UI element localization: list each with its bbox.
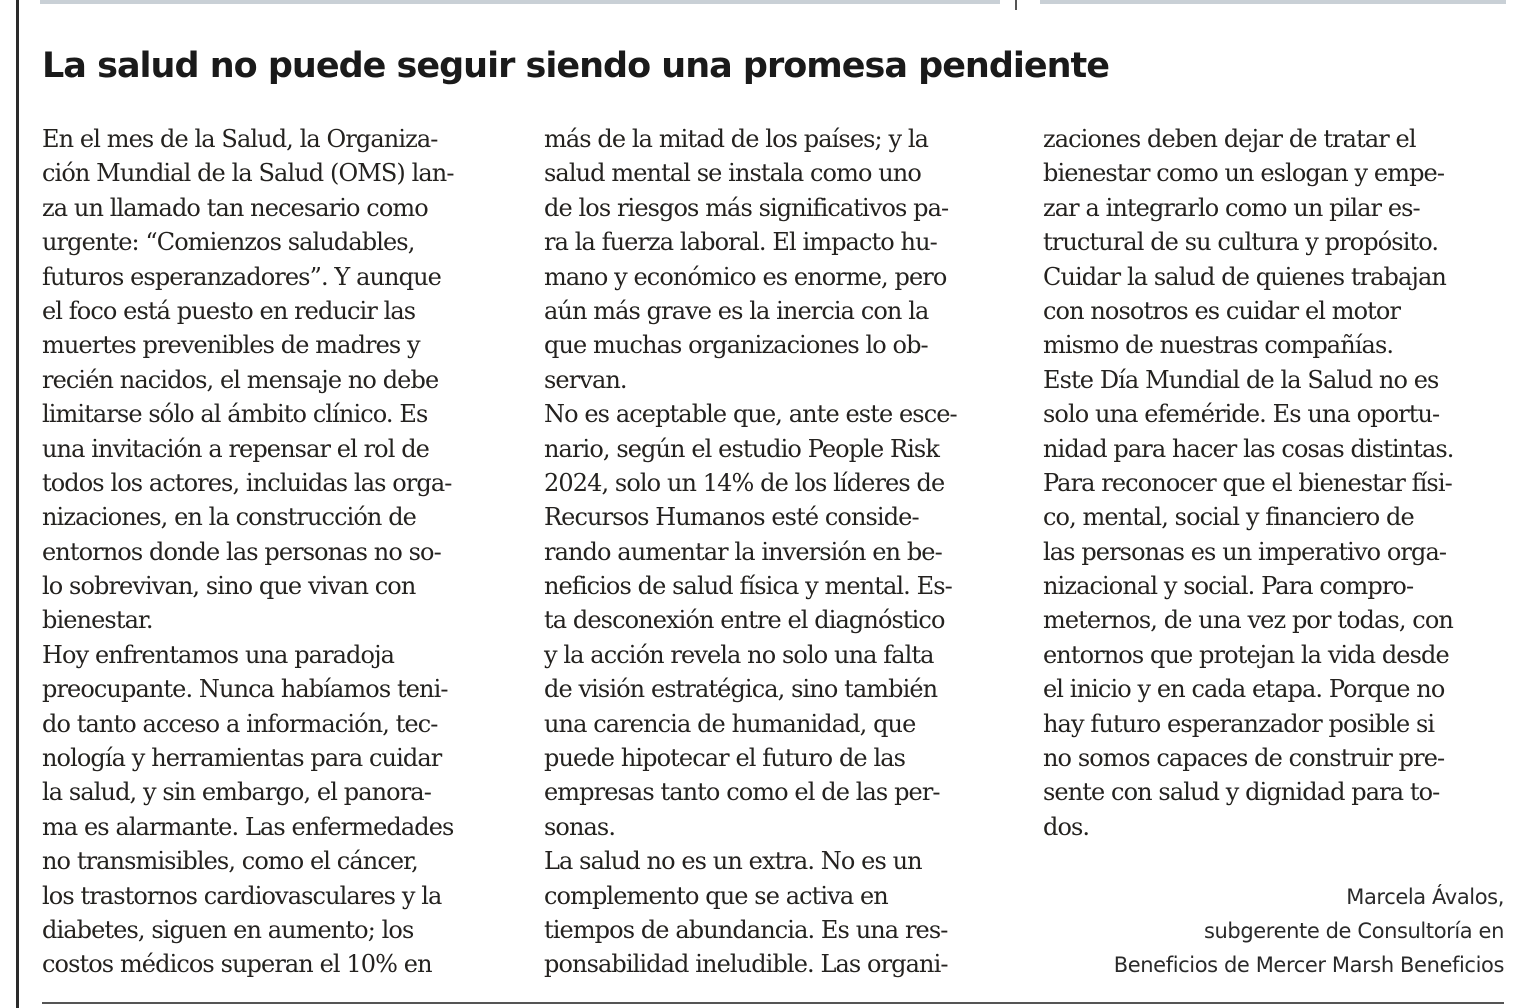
bottom-rule bbox=[42, 1002, 1504, 1004]
article-text-line: mismo de nuestras compañías. bbox=[1043, 331, 1394, 360]
article-column-1 bbox=[42, 122, 454, 982]
article-text-line: La salud no es un extra. No es un bbox=[544, 847, 922, 876]
author-name: Marcela Ávalos, bbox=[1346, 885, 1504, 909]
article-text-line: Este Día Mundial de la Salud no es bbox=[1043, 365, 1439, 394]
article-text-line: Cuidar la salud de quienes trabajan bbox=[1043, 262, 1446, 291]
author-role: subgerente de Consultoría en bbox=[1203, 919, 1504, 943]
article-text-line: neficios de salud física y mental. Es- bbox=[544, 572, 952, 601]
article-text-line: muertes prevenibles de madres y bbox=[42, 331, 420, 360]
article-text-line: sente con salud y dignidad para to- bbox=[1043, 778, 1440, 807]
article-text-line: sonas. bbox=[544, 812, 616, 841]
article-text-line: nizaciones, en la construcción de bbox=[42, 503, 416, 532]
article-text-line: y la acción revela no solo una falta bbox=[544, 640, 934, 669]
article-text-line: preocupante. Nunca habíamos teni- bbox=[42, 675, 448, 704]
article-text-line: En el mes de la Salud, la Organiza- bbox=[42, 125, 438, 153]
article-text-line: meternos, de una vez por todas, con bbox=[1043, 606, 1453, 635]
article-text-line: nidad para hacer las cosas distintas. bbox=[1043, 434, 1454, 463]
article-text-line: tructural de su cultura y propósito. bbox=[1043, 228, 1439, 257]
article-text-line: entornos que protejan la vida desde bbox=[1043, 640, 1449, 669]
article-text-line: ponsabilidad ineludible. Las organi- bbox=[544, 950, 948, 979]
article-text-line: las personas es un imperativo orga- bbox=[1043, 537, 1447, 566]
article-text-line: bienestar como un eslogan y empe- bbox=[1043, 159, 1445, 188]
article-text-line: Para reconocer que el bienestar físi- bbox=[1043, 468, 1452, 497]
top-rule-left bbox=[40, 0, 1000, 4]
article-text-line: puede hipotecar el futuro de las bbox=[544, 744, 906, 773]
article-text-line: ción Mundial de la Salud (OMS) lan- bbox=[42, 159, 454, 188]
article-text-line: co, mental, social y financiero de bbox=[1043, 503, 1414, 532]
article-text-line: la salud, y sin embargo, el panora- bbox=[42, 778, 431, 807]
article-text-line: nología y herramientas para cuidar bbox=[42, 744, 442, 773]
article-text-line: No es aceptable que, ante este esce- bbox=[544, 400, 957, 429]
article-text-line: ra la fuerza laboral. El impacto hu- bbox=[544, 228, 937, 257]
article-text-line: Hoy enfrentamos una paradoja bbox=[42, 640, 395, 669]
article-text-line: una invitación a repensar el rol de bbox=[42, 434, 429, 463]
article-text-line: entornos donde las personas no so- bbox=[42, 537, 441, 566]
article-text-line: solo una efeméride. Es una oportu- bbox=[1043, 400, 1440, 429]
article-headline: La salud no puede seguir siendo una promesa pendiente bbox=[42, 46, 1110, 86]
article-text-line: futuros esperanzadores”. Y aunque bbox=[42, 262, 441, 291]
article-text-line: empresas tanto como el de las per- bbox=[544, 778, 940, 807]
article-text-line: tiempos de abundancia. Es una res- bbox=[544, 915, 948, 944]
article-text-line: ma es alarmante. Las enfermedades bbox=[42, 812, 454, 841]
article-column-3 bbox=[1043, 122, 1454, 844]
article-text-line: de los riesgos más significativos pa- bbox=[544, 193, 949, 222]
article-text-line: bienestar. bbox=[42, 606, 153, 635]
article-text-line: complemento que se activa en bbox=[544, 881, 888, 910]
article-text-line: urgente: “Comienzos saludables, bbox=[42, 228, 415, 257]
article-text-line: una carencia de humanidad, que bbox=[544, 709, 916, 738]
article-text-line: do tanto acceso a información, tec- bbox=[42, 709, 438, 738]
article-text-line: za un llamado tan necesario como bbox=[42, 193, 428, 222]
author-company: Beneficios de Mercer Marsh Beneficios bbox=[1113, 953, 1504, 977]
article-text-line: que muchas organizaciones lo ob- bbox=[544, 331, 928, 360]
article-text-line: Recursos Humanos esté conside- bbox=[544, 503, 919, 532]
article-text-line: nizacional y social. Para compro- bbox=[1043, 572, 1414, 601]
article-text-line: dos. bbox=[1043, 812, 1090, 841]
article-text-line: 2024, solo un 14% de los líderes de bbox=[544, 468, 945, 497]
article-text-line: de visión estratégica, sino también bbox=[544, 675, 938, 704]
article-text-line: costos médicos superan el 10% en bbox=[42, 950, 432, 979]
author-signature bbox=[1114, 880, 1504, 982]
article-text-line: lo sobrevivan, sino que vivan con bbox=[42, 572, 416, 601]
article-text-line: diabetes, siguen en aumento; los bbox=[42, 915, 414, 944]
article-text-line: rando aumentar la inversión en be- bbox=[544, 537, 942, 566]
article-text-line: mano y económico es enorme, pero bbox=[544, 262, 947, 291]
article-column-2 bbox=[544, 122, 957, 982]
page-frame-left-rule bbox=[16, 0, 19, 1008]
article-text-line: salud mental se instala como uno bbox=[544, 159, 921, 188]
article-text-line: ta desconexión entre el diagnóstico bbox=[544, 606, 945, 635]
article-text-line: hay futuro esperanzador posible si bbox=[1043, 709, 1435, 738]
article-text-line: el inicio y en cada etapa. Porque no bbox=[1043, 675, 1445, 704]
top-rule-right bbox=[1040, 0, 1506, 4]
article-text-line: aún más grave es la inercia con la bbox=[544, 296, 929, 325]
article-text-line: no transmisibles, como el cáncer, bbox=[42, 847, 418, 876]
top-column-tick bbox=[1015, 0, 1017, 10]
article-text-line: con nosotros es cuidar el motor bbox=[1043, 296, 1401, 325]
article-text-line: todos los actores, incluidas las orga- bbox=[42, 468, 452, 497]
article-text-line: el foco está puesto en reducir las bbox=[42, 296, 416, 325]
article-text-line: los trastornos cardiovasculares y la bbox=[42, 881, 442, 910]
article-text-line: limitarse sólo al ámbito clínico. Es bbox=[42, 400, 428, 429]
article-text-line: zaciones deben dejar de tratar el bbox=[1043, 125, 1416, 153]
article-text-line: servan. bbox=[544, 365, 627, 394]
article-text-line: zar a integrarlo como un pilar es- bbox=[1043, 193, 1420, 222]
article-text-line: más de la mitad de los países; y la bbox=[544, 125, 929, 153]
article-text-line: no somos capaces de construir pre- bbox=[1043, 744, 1445, 773]
article-text-line: nario, según el estudio People Risk bbox=[544, 434, 939, 463]
article-text-line: recién nacidos, el mensaje no debe bbox=[42, 365, 439, 394]
